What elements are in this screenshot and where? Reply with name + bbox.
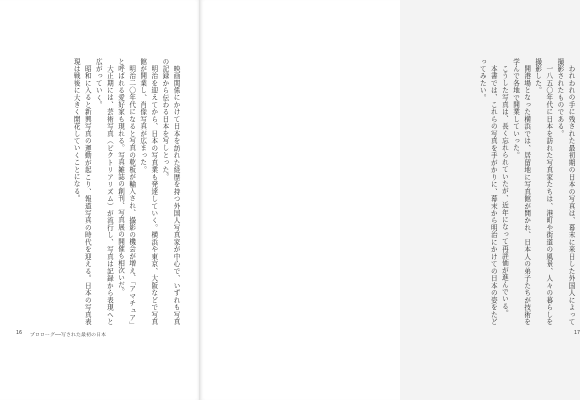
paragraph: 明治二〇年代になると写真の乾板が輸入され、撮影の機会が増え、「アマチュア」と呼ばれる愛好家も現れる。写真雑誌の創刊、写真展の開催も相次いだ。: [116, 58, 136, 325]
paragraph: 開港場となった横浜では、居留地に写真館が開かれ、日本人の弟子たちが技術を学んで各地で開業していった。: [511, 58, 531, 325]
paragraph: 明治を迎えてから、日本の写真業も発達していく。横浜や東京、大阪などで写真館が開業し、肖像写真が広まった。: [138, 58, 158, 325]
paragraph: われわれの手に残された最初期の日本の写真は、幕末に来日した外国人によって撮影されたものである。: [555, 58, 575, 325]
paragraph: 一八五〇年代に日本を訪れた写真家たちは、港町や街道の風景、人々の暮らしを撮影した。: [533, 58, 553, 325]
left-page-body: [22, 58, 181, 325]
right-page-body: [419, 58, 576, 325]
page-number: 17: [574, 331, 580, 336]
paragraph: 本書では、これらの写真を手がかりに、幕末から明治にかけての日本の姿をたどってみたい。: [478, 58, 498, 325]
paragraph: 映画関係にかけて日本を訪れた経歴を持つ外国人写真家が中心で、いずれも写真の記録から伝わる日本を写しとった。: [160, 58, 180, 325]
running-head: プロローグ──写された最初の日本: [30, 333, 107, 338]
page-number: 16: [16, 331, 23, 336]
right-page: [200, 0, 580, 400]
paragraph: 昭和に入ると新興写真の運動が起こり、報道写真の時代を迎える。日本の写真表現は戦後に大きく開花していくことになる。: [72, 58, 92, 325]
paragraph: 大正期には、芸術写真（ピクトリアリズム）が流行し、写真は記録から表現へと広がっていく。: [94, 58, 114, 325]
left-page: [0, 0, 200, 400]
paragraph: こうした写真は、長く忘れられていたが、近年になって再評価が進んでいる。: [500, 64, 509, 317]
